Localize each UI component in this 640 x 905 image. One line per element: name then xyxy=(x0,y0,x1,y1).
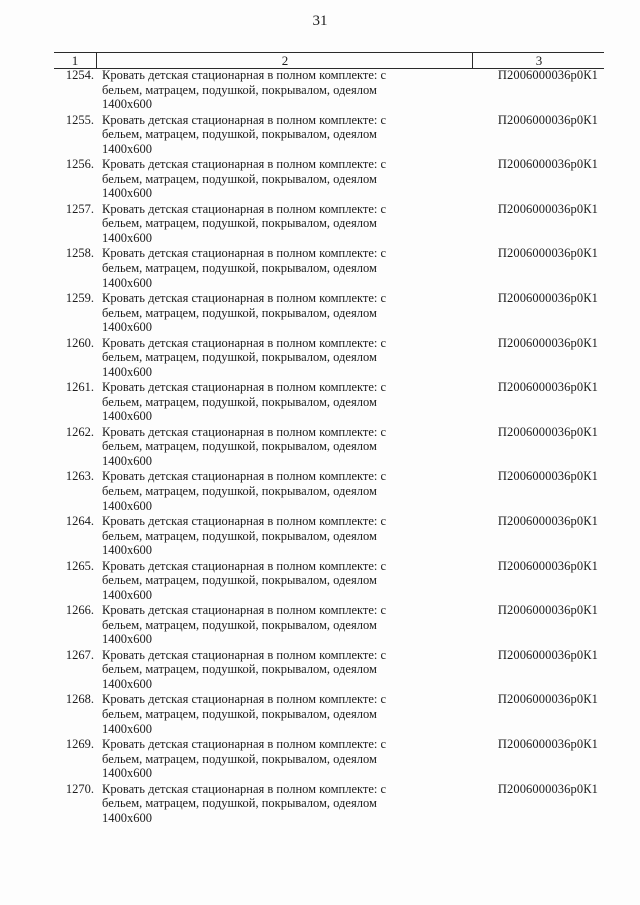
row-code: П2006000036р0К1 xyxy=(497,68,598,82)
header-col-3: 3 xyxy=(472,53,605,68)
table-row xyxy=(54,736,604,781)
row-code: П2006000036р0К1 xyxy=(497,112,598,127)
row-description: Кровать детская стационарная в полном комплекте: с бельем, матрацем, подушкой, покрывалом, одеялом 1400х600 xyxy=(102,424,387,468)
row-description: Кровать детская стационарная в полном комплекте: с бельем, матрацем, подушкой, покрывалом, одеялом 1400х600 xyxy=(102,201,387,245)
row-code: П2006000036р0К1 xyxy=(497,513,598,528)
row-description: Кровать детская стационарная в полном комплекте: с бельем, матрацем, подушкой, покрывалом, одеялом 1400х600 xyxy=(102,469,387,513)
row-code: П2006000036р0К1 xyxy=(497,558,598,573)
table-row xyxy=(54,156,604,201)
row-code: П2006000036р0К1 xyxy=(497,603,598,618)
table-row xyxy=(54,647,604,692)
table-row xyxy=(54,67,604,112)
table-row xyxy=(54,245,604,290)
header-col-2: 2 xyxy=(96,53,473,68)
row-number: 1267. xyxy=(65,647,94,662)
table-row xyxy=(54,290,604,335)
row-code: П2006000036р0К1 xyxy=(497,201,598,216)
header-col-1: 1 xyxy=(71,53,79,68)
row-description: Кровать детская стационарная в полном комплекте: с бельем, матрацем, подушкой, покрывалом, одеялом 1400х600 xyxy=(102,781,387,825)
row-number: 1259. xyxy=(65,290,94,305)
row-description: Кровать детская стационарная в полном комплекте: с бельем, матрацем, подушкой, покрывалом, одеялом 1400х600 xyxy=(102,558,387,602)
row-description: Кровать детская стационарная в полном комплекте: с бельем, матрацем, подушкой, покрывалом, одеялом 1400х600 xyxy=(102,692,387,736)
table-row xyxy=(54,424,604,469)
row-description: Кровать детская стационарная в полном комплекте: с бельем, матрацем, подушкой, покрывалом, одеялом 1400х600 xyxy=(102,68,387,112)
row-code: П2006000036р0К1 xyxy=(497,380,598,395)
table-row xyxy=(54,201,604,246)
row-description: Кровать детская стационарная в полном комплекте: с бельем, матрацем, подушкой, покрывалом, одеялом 1400х600 xyxy=(102,112,387,156)
row-code: П2006000036р0К1 xyxy=(497,692,598,707)
row-number: 1263. xyxy=(65,469,94,484)
row-code: П2006000036р0К1 xyxy=(497,469,598,484)
row-code: П2006000036р0К1 xyxy=(497,335,598,350)
row-description: Кровать детская стационарная в полном комплекте: с бельем, матрацем, подушкой, покрывалом, одеялом 1400х600 xyxy=(102,157,387,201)
row-number: 1255. xyxy=(65,112,94,127)
table-row xyxy=(54,335,604,380)
table-row xyxy=(54,112,604,157)
row-description: Кровать детская стационарная в полном комплекте: с бельем, матрацем, подушкой, покрывалом, одеялом 1400х600 xyxy=(102,380,387,424)
row-number: 1264. xyxy=(65,513,94,528)
table-body xyxy=(54,67,604,825)
row-code: П2006000036р0К1 xyxy=(497,290,598,305)
row-number: 1268. xyxy=(65,692,94,707)
table-row xyxy=(54,781,604,826)
table-row xyxy=(54,691,604,736)
row-number: 1266. xyxy=(65,603,94,618)
row-description: Кровать детская стационарная в полном комплекте: с бельем, матрацем, подушкой, покрывалом, одеялом 1400х600 xyxy=(102,736,387,781)
row-description: Кровать детская стационарная в полном комплекте: с бельем, матрацем, подушкой, покрывалом, одеялом 1400х600 xyxy=(102,647,387,691)
row-number: 1258. xyxy=(65,246,94,261)
row-code: П2006000036р0К1 xyxy=(497,647,598,662)
row-number: 1256. xyxy=(65,157,94,172)
row-description: Кровать детская стационарная в полном комплекте: с бельем, матрацем, подушкой, покрывалом, одеялом 1400х600 xyxy=(102,246,387,290)
row-number: 1254. xyxy=(65,68,94,82)
row-number: 1270. xyxy=(65,781,94,796)
table-row xyxy=(54,558,604,603)
row-number: 1261. xyxy=(65,380,94,395)
row-number: 1257. xyxy=(65,201,94,216)
row-number: 1269. xyxy=(65,736,94,751)
row-description: Кровать детская стационарная в полном комплекте: с бельем, матрацем, подушкой, покрывалом, одеялом 1400х600 xyxy=(102,603,387,647)
row-code: П2006000036р0К1 xyxy=(497,424,598,439)
page-number: 31 xyxy=(312,13,328,29)
row-code: П2006000036р0К1 xyxy=(497,736,598,751)
row-number: 1260. xyxy=(65,335,94,350)
table-row xyxy=(54,602,604,647)
row-description: Кровать детская стационарная в полном комплекте: с бельем, матрацем, подушкой, покрывалом, одеялом 1400х600 xyxy=(102,290,387,335)
row-description: Кровать детская стационарная в полном комплекте: с бельем, матрацем, подушкой, покрывалом, одеялом 1400х600 xyxy=(102,335,387,379)
table-row xyxy=(54,513,604,558)
row-code: П2006000036р0К1 xyxy=(497,781,598,796)
table-row xyxy=(54,468,604,513)
row-number: 1265. xyxy=(65,558,94,573)
row-code: П2006000036р0К1 xyxy=(497,246,598,261)
row-code: П2006000036р0К1 xyxy=(497,157,598,172)
table-row xyxy=(54,379,604,424)
row-number: 1262. xyxy=(65,424,94,439)
row-description: Кровать детская стационарная в полном комплекте: с бельем, матрацем, подушкой, покрывалом, одеялом 1400х600 xyxy=(102,513,387,558)
